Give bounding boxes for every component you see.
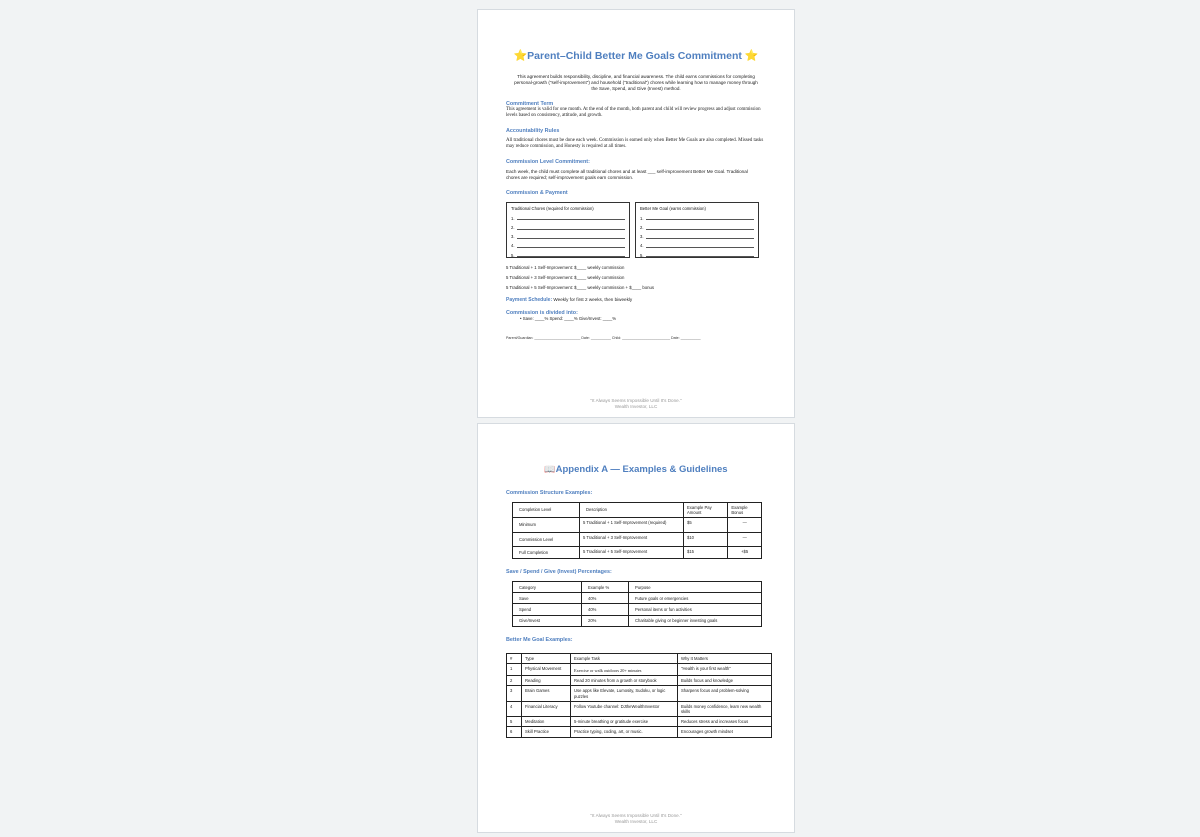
commitment-term-heading: Commitment Term: [506, 100, 554, 107]
footer-company: Wealth Investor, LLC: [614, 819, 658, 824]
goal-heading: Better Me Goal Examples:: [506, 636, 573, 643]
table-row: 2 Reading Read 20 minutes from a growth or storybook Builds focus and knowledge: [507, 676, 772, 686]
chore-line[interactable]: 4.: [511, 241, 625, 250]
goal-examples-table: [506, 653, 772, 738]
star-icon: ⭐: [744, 50, 759, 62]
appendix-title-text: Appendix A — Examples & Guidelines: [555, 464, 728, 475]
table-row: 6 Skill Practice Practice typing, coding, art, or music. Encourages growth mindset: [507, 727, 772, 737]
table-row: Commission Level 5 Traditional + 3 Self-Improvement $10 —: [513, 532, 762, 546]
better-me-goal-title: Better Me Goal (earns commission): [640, 205, 706, 211]
divided-text: • Save: ____% Spend: ____% Give/Invest: ____%: [520, 315, 617, 321]
title-text: Parent–Child Better Me Goals Commitment: [527, 50, 742, 62]
table-row: Spend 40% Personal items or fun activities: [513, 604, 762, 615]
table-row: Full Completion 5 Traditional + 5 Self-Improvement $15 +$5: [513, 546, 762, 558]
accountability-heading: Accountability Rules: [506, 127, 560, 134]
goal-line[interactable]: 5.: [640, 251, 754, 260]
page-1: [477, 9, 795, 418]
table-row: Give/Invest 20% Charitable giving or beginner investing goals: [513, 615, 762, 626]
goal-line[interactable]: 2.: [640, 223, 754, 232]
appendix-title: [506, 464, 766, 475]
traditional-chores-box: [506, 202, 630, 258]
commission-level-text: Each week, the child must complete all traditional chores and at least ___ self-improvement Better Me Goal. Traditional chores are required; self-improvement goals earn commission.: [506, 168, 748, 181]
chore-line[interactable]: 2.: [511, 223, 625, 232]
better-me-goal-box: [635, 202, 759, 258]
intro-paragraph: This agreement builds responsibility, discipline, and financial awareness. The child earns commissions for completing personal-growth ("self-improvement") and household ("traditional") chores while learning how to manage money through the Save, Spend, and Give (Invest) method.: [514, 74, 758, 92]
table-header-row: Category Example % Purpose: [513, 582, 762, 593]
table-row: 3 Brain Games Use apps like Elevate, Lumosity, Sudoku, or logic puzzles Sharpens focus and problem-solving: [507, 686, 772, 701]
page-title: [506, 49, 766, 62]
percentages-table: [512, 581, 762, 627]
chore-line[interactable]: 3.: [511, 232, 625, 241]
tier-2: 5 Traditional + 3 Self-Improvement: $____ weekly commission: [506, 275, 625, 280]
page-footer: [478, 813, 794, 825]
table-row: Save 40% Future goals or emergencies: [513, 593, 762, 604]
commission-structure-table: [512, 502, 762, 559]
footer-quote: "It Always Seems Impossible Until It's Done.": [590, 813, 682, 818]
table-row: 4 Financial Literacy Follow Youtube channel: DJtheWealthInvestor Builds money confidence, learn new wealth skills: [507, 701, 772, 716]
table-row: Minimum 5 Traditional + 1 Self-Improvement (required) $5 —: [513, 518, 762, 532]
tier-3: 5 Traditional + 5 Self-Improvement: $____ weekly commission + $____ bonus: [506, 285, 655, 291]
chore-boxes: [506, 202, 766, 258]
goal-line[interactable]: 3.: [640, 232, 754, 241]
book-icon: 📖: [544, 464, 556, 474]
traditional-chores-title: Traditional Chores (required for commission): [511, 205, 594, 211]
payment-schedule: [506, 297, 766, 303]
goal-line[interactable]: 4.: [640, 241, 754, 250]
chore-line[interactable]: 1.: [511, 214, 625, 223]
footer-quote: "It Always Seems Impossible Until It's Done.": [590, 398, 682, 403]
percent-heading: Save / Spend / Give (Invest) Percentages:: [506, 569, 612, 576]
table-row: 5 Meditation 5-minute breathing or gratitude exercise Reduces stress and increases focus: [507, 717, 772, 727]
accountability-text: All traditional chores must be done each week. Commission is earned only when Better Me Goals are also completed. Missed tasks may reduce commission, and Honesty is required at all times.: [506, 137, 764, 150]
table-header-row: # Type Example Task Why It Matters: [507, 653, 772, 663]
commission-payment-heading: Commission & Payment: [506, 189, 568, 196]
payment-schedule-label: Payment Schedule:: [506, 297, 553, 304]
commission-level-heading: Commission Level Commitment:: [506, 158, 590, 165]
footer-company: Wealth Investor, LLC: [614, 404, 658, 409]
structure-heading: Commission Structure Examples:: [506, 490, 593, 496]
star-icon: ⭐: [513, 50, 528, 62]
commitment-term-text: This agreement is valid for one month. At the end of the month, both parent and child will review progress and adjust commission levels based on consistency, attitude, and growth.: [506, 106, 761, 119]
payment-schedule-text: Weekly for first 2 weeks, then biweekly: [552, 297, 633, 303]
tier-1: 5 Traditional + 1 Self-Improvement: $____ weekly commission: [506, 264, 625, 270]
goal-line[interactable]: 1.: [640, 214, 754, 223]
divided-heading: Commission is divided into:: [506, 309, 578, 316]
table-header-row: Completion Level Description Example Pay Amount Example Bonus: [513, 503, 762, 518]
table-row: 1 Physical Movement Exercise or walk outdoors 20+ minutes "Health is your first wealth": [507, 664, 772, 676]
signature-line: Parent/Guardian: _______________________ Date: __________ Child: ________________________ Date: __________: [506, 336, 701, 341]
page-footer: [478, 398, 794, 410]
chore-line[interactable]: 5.: [511, 251, 625, 260]
page-2: [477, 423, 795, 833]
commission-tiers: [506, 263, 766, 294]
